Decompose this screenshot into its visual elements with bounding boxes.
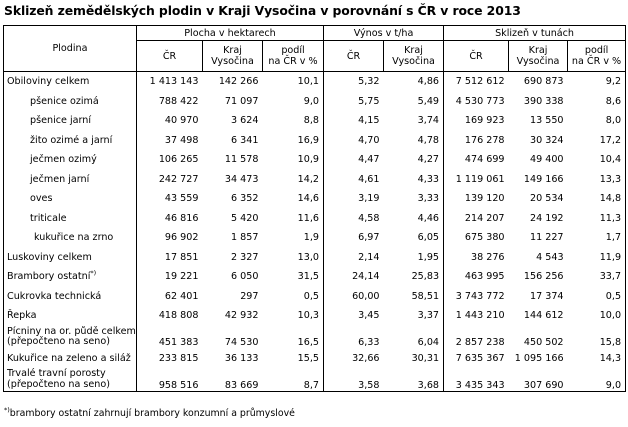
header-harvest-share: podíl na ČR v % [568,41,626,72]
cell: 307 690 [509,368,568,392]
crop-name: žito ozimé a jarní [4,131,137,151]
cell: 9,2 [568,72,626,92]
cell: 6,05 [384,228,444,248]
cell: 6,04 [384,326,444,349]
cell: 14,3 [568,349,626,369]
cell: 4,86 [384,72,444,92]
table-row [4,248,626,268]
header-area-share: podíl na ČR v % [263,41,324,72]
cell: 3,58 [324,368,384,392]
cell: 4,15 [358,115,380,127]
cell: 4,61 [358,173,380,185]
cell: 14,2 [263,170,324,190]
cell: 32,66 [352,352,380,364]
cell: 0,5 [568,287,626,307]
crop-name: Luskoviny celkem [4,248,137,268]
cell: 83 669 [203,368,263,392]
cell: 3 435 343 [444,368,509,392]
cell: 3,33 [384,189,444,209]
cell: 1 119 061 [455,173,505,185]
cell: 17 374 [529,290,564,302]
cell: 675 380 [464,232,505,244]
cell: 24,14 [352,271,380,283]
cell: 8,7 [263,368,324,392]
cell: 10,0 [568,306,626,326]
cell: 2,14 [358,251,380,263]
cell: 2 857 238 [455,337,505,348]
cell: 11 227 [529,232,564,244]
cell: 5 420 [231,212,259,224]
footnote-ref: *) [90,269,97,278]
crop-name: kukuřice na zrno [4,228,137,248]
cell: 9,0 [568,368,626,392]
crop-name: Obiloviny celkem [4,72,137,92]
cell: 958 516 [137,368,203,392]
cell: 214 207 [464,212,505,224]
cell: 1 443 210 [455,310,505,322]
cell: 58,51 [384,287,444,307]
cell: 6,33 [358,337,380,348]
cell: 450 502 [523,337,564,348]
table-row [4,287,626,307]
cell: 19 221 [164,271,199,283]
cell: 451 383 [158,337,199,348]
cell: 11,6 [263,209,324,229]
cell: 1,95 [384,248,444,268]
header-yield: Výnos v t/ha [324,26,444,41]
crop-name: Řepka [4,306,137,326]
footnote-marker: *) [4,405,10,414]
cell: 43 559 [164,193,199,205]
table-row [4,131,626,151]
header-harvest: Sklizeň v tunách [444,26,626,41]
cell: 46 816 [164,212,199,224]
cell: 8,0 [568,111,626,131]
cell: 2 327 [231,251,259,263]
cell: 16,9 [263,131,324,151]
cell: 3 624 [231,115,259,127]
header-yield-cz: ČR [324,41,384,72]
cell: 62 401 [164,290,199,302]
cell: 24 192 [529,212,564,224]
cell: 6 352 [231,193,259,205]
cell: 1,9 [263,228,324,248]
cell: 15,8 [568,326,626,349]
cell: 0,5 [263,287,324,307]
table-row [4,150,626,170]
table-row [4,326,626,349]
cell: 4,46 [384,209,444,229]
cell: 7 635 367 [455,352,505,364]
cell: 1 857 [231,232,259,244]
cell: 3,19 [358,193,380,205]
crop-name: Trvalé travní porosty (přepočteno na seno) [4,368,137,392]
cell: 15,5 [263,349,324,369]
cell: 17 851 [164,251,199,263]
cell: 13 550 [529,115,564,127]
table-row [4,267,626,287]
crop-name: triticale [4,209,137,229]
cell: 3,37 [384,306,444,326]
cell: 169 923 [464,115,505,127]
cell: 11,3 [568,209,626,229]
table-row [4,92,626,112]
cell: 37 498 [164,134,199,146]
cell: 20 534 [529,193,564,205]
cell: 6 050 [231,271,259,283]
cell: 60,00 [352,290,380,302]
crop-harvest-table [3,25,626,392]
cell: 30 324 [529,134,564,146]
header-area-region: Kraj Vysočina [203,41,263,72]
header-harvest-cz: ČR [444,41,509,72]
table-row [4,209,626,229]
table-row [4,349,626,369]
table-row [4,189,626,209]
cell: 5,32 [358,76,380,88]
footnote [4,405,295,419]
cell: 14,6 [263,189,324,209]
cell: 4,70 [358,134,380,146]
cell: 5,49 [384,92,444,112]
cell: 4,58 [358,212,380,224]
crop-name: pšenice ozimá [4,92,137,112]
crop-name: Kukuřice na zeleno a siláž [4,349,137,369]
cell: 8,8 [263,111,324,131]
crop-name: Brambory ostatní*) [4,267,137,287]
table-row [4,368,626,392]
cell: 1 095 166 [514,352,564,364]
header-area: Plocha v hektarech [137,26,324,41]
cell: 176 278 [464,134,505,146]
table-row [4,170,626,190]
header-harvest-region: Kraj Vysočina [509,41,568,72]
cell: 38 276 [470,251,505,263]
cell: 7 512 612 [455,76,505,88]
cell: 1 413 143 [149,76,199,88]
page-title: Sklizeň zemědělských plodin v Kraji Vysočina v porovnání s ČR v roce 2013 [4,3,521,18]
cell: 6,97 [358,232,380,244]
footnote-text: brambory ostatní zahrnují brambory konzumní a průmyslové [9,408,295,419]
cell: 297 [240,290,259,302]
crop-name: Cukrovka technická [4,287,137,307]
cell: 156 256 [523,271,564,283]
cell: 10,4 [568,150,626,170]
cell: 31,5 [263,267,324,287]
header-area-cz: ČR [137,41,203,72]
cell: 3 743 772 [455,290,505,302]
cell: 3,45 [358,310,380,322]
cell: 42 932 [224,310,259,322]
header-crop: Plodina [4,26,137,72]
table-row [4,306,626,326]
cell: 96 902 [164,232,199,244]
cell: 788 422 [158,95,199,107]
cell: 106 265 [158,154,199,166]
cell: 25,83 [384,267,444,287]
cell: 474 699 [464,154,505,166]
cell: 9,0 [263,92,324,112]
crop-name: Pícniny na or. půdě celkem (přepočteno na seno) [4,326,137,349]
cell: 242 727 [158,173,199,185]
crop-name: ječmen jarní [4,170,137,190]
cell: 3,74 [384,111,444,131]
cell: 4 543 [536,251,564,263]
cell: 149 166 [523,173,564,185]
cell: 10,1 [263,72,324,92]
cell: 8,6 [568,92,626,112]
cell: 1,7 [568,228,626,248]
cell: 33,7 [568,267,626,287]
crop-name: pšenice jarní [4,111,137,131]
table-row [4,228,626,248]
table-row [4,72,626,92]
cell: 4 530 773 [455,95,505,107]
cell: 3,68 [384,368,444,392]
table-row [4,111,626,131]
cell: 4,33 [384,170,444,190]
cell: 34 473 [224,173,259,185]
cell: 74 530 [224,337,259,348]
cell: 142 266 [218,76,259,88]
header-yield-region: Kraj Vysočina [384,41,444,72]
cell: 4,27 [384,150,444,170]
cell: 49 400 [529,154,564,166]
cell: 36 133 [224,352,259,364]
cell: 5,75 [358,95,380,107]
cell: 6 341 [231,134,259,146]
cell: 14,8 [568,189,626,209]
cell: 418 808 [158,310,199,322]
cell: 390 338 [523,95,564,107]
cell: 144 612 [523,310,564,322]
cell: 690 873 [523,76,564,88]
cell: 139 120 [464,193,505,205]
cell: 4,78 [384,131,444,151]
cell: 17,2 [568,131,626,151]
cell: 463 995 [464,271,505,283]
cell: 10,9 [263,150,324,170]
cell: 13,0 [263,248,324,268]
cell: 71 097 [224,95,259,107]
crop-name: oves [4,189,137,209]
cell: 4,47 [358,154,380,166]
cell: 40 970 [164,115,199,127]
cell: 10,3 [263,306,324,326]
cell: 13,3 [568,170,626,190]
cell: 16,5 [263,326,324,349]
crop-name: ječmen ozimý [4,150,137,170]
cell: 11,9 [568,248,626,268]
cell: 233 815 [158,352,199,364]
cell: 11 578 [224,154,259,166]
cell: 30,31 [384,349,444,369]
